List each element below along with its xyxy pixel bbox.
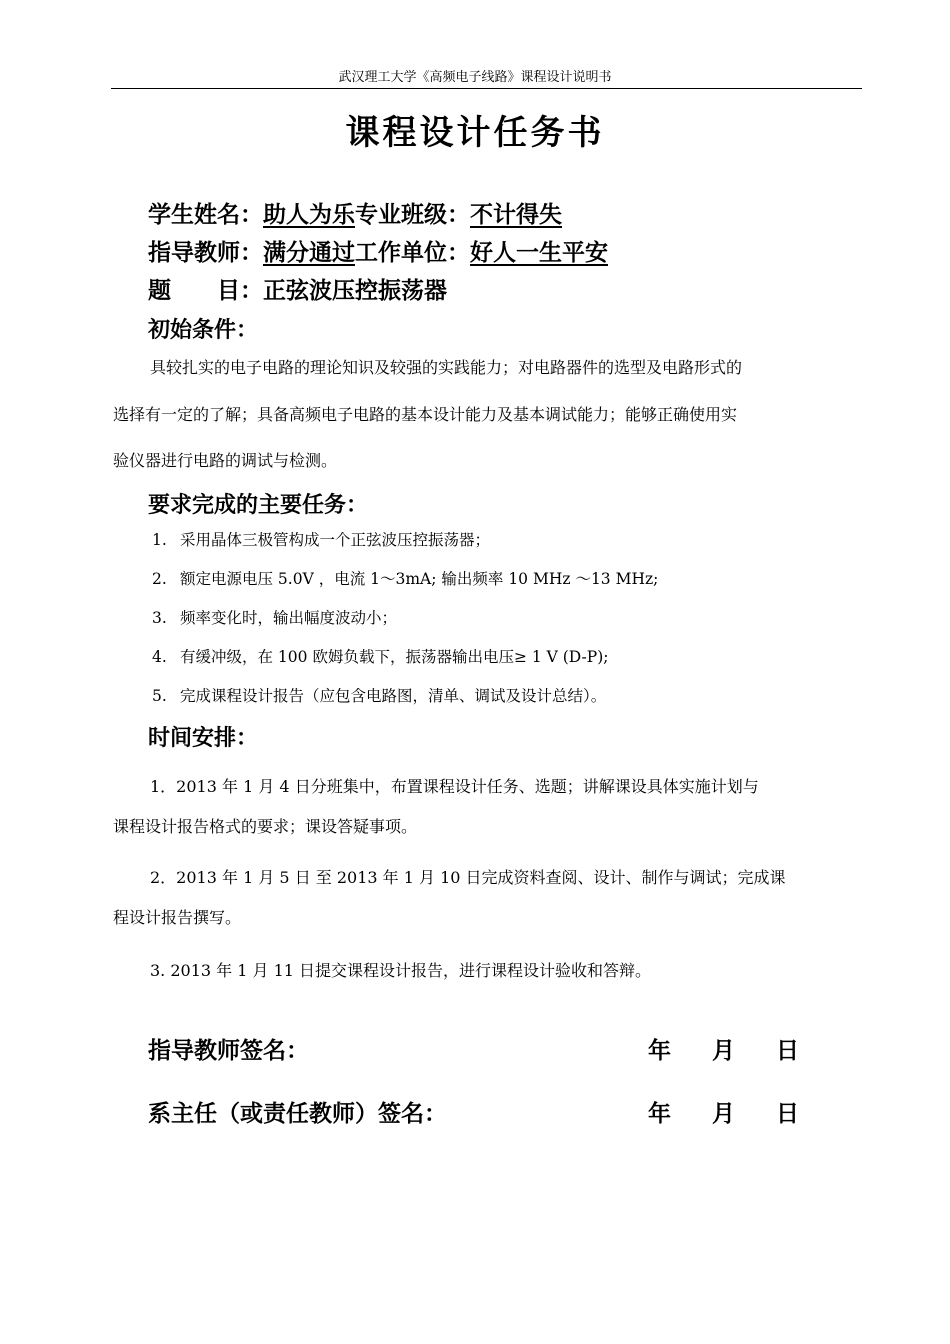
task-text: 完成课程设计报告（应包含电路图，清单、调试及设计总结）。 — [180, 687, 607, 705]
class-value: 不计得失 — [470, 201, 562, 228]
task-number: 4. — [152, 648, 167, 666]
schedule-heading: 时间安排： — [148, 725, 259, 751]
schedule-line: 1．2013 年 1 月 4 日分班集中，布置课程设计任务、选题；讲解课设具体实施计划与 — [150, 777, 759, 796]
initial-conditions-line: 具较扎实的电子电路的理论知识及较强的实践能力；对电路器件的选型及电路形式的 — [150, 358, 743, 377]
initial-conditions-heading: 初始条件： — [148, 317, 259, 343]
topic-row — [148, 272, 447, 305]
teacher-signature-date — [648, 1032, 799, 1065]
task-item — [152, 684, 606, 706]
task-item — [152, 567, 658, 589]
day-label: 日 — [776, 1100, 799, 1127]
task-text: 额定电源电压 5.0V ，电流 1～3mA; 输出频率 10 MHz ～13 MHz; — [180, 570, 659, 588]
teacher-signature-label: 指导教师签名： — [148, 1037, 309, 1064]
work-unit-label: 工作单位： — [355, 239, 470, 266]
main-tasks-heading: 要求完成的主要任务： — [148, 492, 369, 518]
task-number: 3. — [152, 609, 167, 627]
teacher-info-row — [148, 234, 608, 267]
task-text: 有缓冲级，在 100 欧姆负载下，振荡器输出电压≥ 1 V (D-P); — [180, 648, 609, 666]
year-label: 年 — [648, 1037, 671, 1064]
task-number: 2. — [152, 570, 167, 588]
department-head-signature-label: 系主任（或责任教师）签名： — [148, 1100, 447, 1127]
document-title: 课程设计任务书 — [345, 113, 605, 153]
topic-value: 正弦波压控振荡器 — [263, 277, 447, 304]
month-label: 月 — [712, 1037, 735, 1064]
student-name-label: 学生姓名： — [148, 201, 263, 228]
topic-label-part1: 题 — [148, 277, 171, 304]
schedule-line: 3. 2013 年 1 月 11 日提交课程设计报告，进行课程设计验收和答辩。 — [150, 961, 652, 980]
schedule-line: 2．2013 年 1 月 5 日 至 2013 年 1 月 10 日完成资料查阅、设计、制作与调试；完成课 — [150, 868, 786, 887]
topic-label-part2: 目： — [217, 277, 263, 304]
initial-conditions-line: 验仪器进行电路的调试与检测。 — [113, 451, 338, 470]
teacher-value: 满分通过 — [263, 239, 355, 266]
page-header: 武汉理工大学《高频电子线路》课程设计说明书 — [338, 70, 612, 85]
task-number: 5. — [152, 687, 167, 705]
student-info-row — [148, 196, 562, 229]
department-head-signature-date — [648, 1095, 799, 1128]
task-item — [152, 606, 397, 628]
year-label: 年 — [648, 1100, 671, 1127]
teacher-label: 指导教师： — [148, 239, 263, 266]
task-number: 1. — [152, 531, 167, 549]
month-label: 月 — [712, 1100, 735, 1127]
schedule-line: 课程设计报告格式的要求；课设答疑事项。 — [113, 817, 418, 836]
header-rule — [111, 88, 862, 89]
task-item — [152, 528, 490, 550]
student-name-value: 助人为乐 — [263, 201, 355, 228]
day-label: 日 — [776, 1037, 799, 1064]
task-item — [152, 645, 608, 667]
class-label: 专业班级： — [355, 201, 470, 228]
initial-conditions-line: 选择有一定的了解；具备高频电子电路的基本设计能力及基本调试能力；能够正确使用实 — [113, 405, 738, 424]
work-unit-value: 好人一生平安 — [470, 239, 608, 266]
task-text: 采用晶体三极管构成一个正弦波压控振荡器； — [180, 531, 491, 549]
schedule-line: 程设计报告撰写。 — [113, 908, 242, 927]
task-text: 频率变化时，输出幅度波动小； — [180, 609, 398, 627]
